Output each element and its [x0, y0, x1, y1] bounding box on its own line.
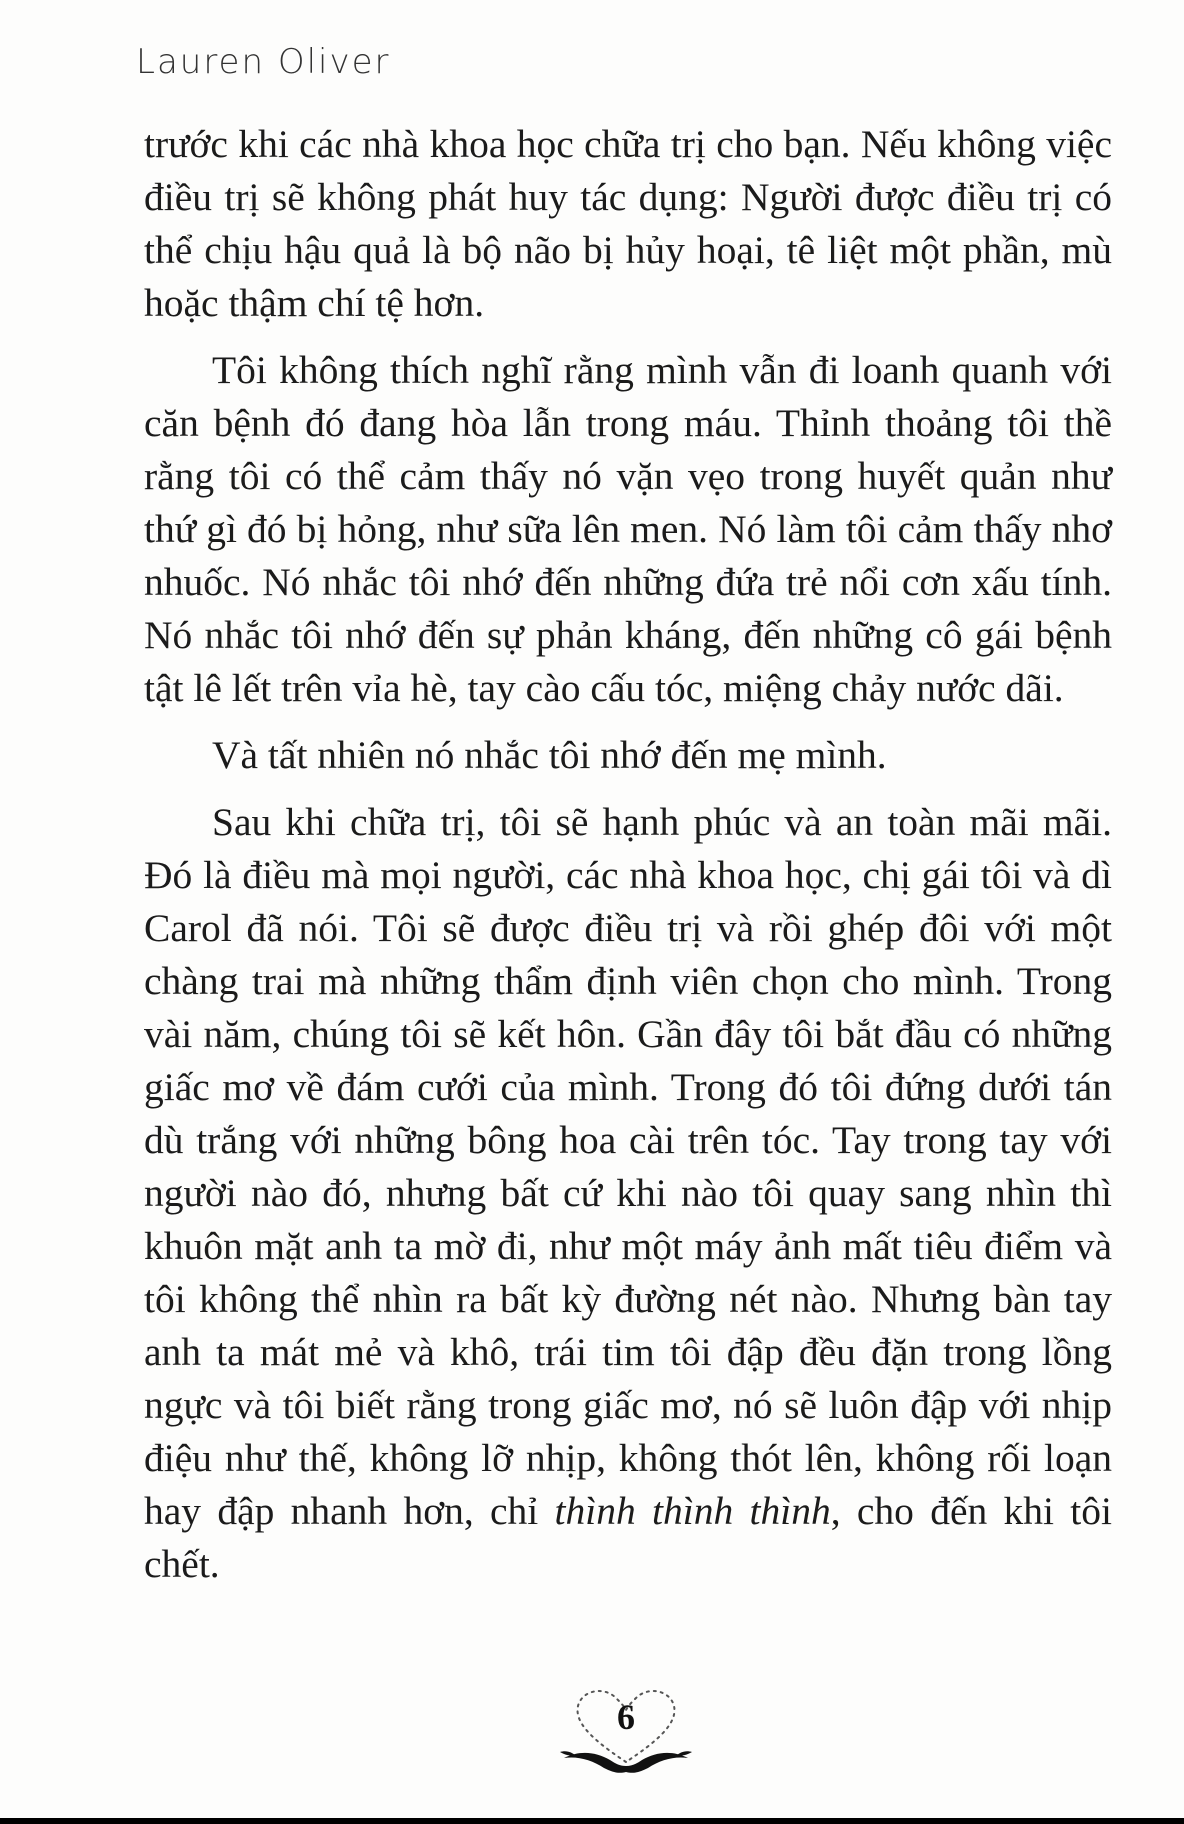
dream-ending: , cho đến khi tôi chết. — [144, 1489, 1112, 1586]
page-number: 6 — [617, 1697, 635, 1737]
dream-text: Sau khi chữa trị, tôi sẽ hạnh phúc và an toàn mãi mãi. Đó là điều mà mọi người, các nhà khoa học, chị gái tôi và dì Carol đã nói. Tôi sẽ được điều trị và rồi ghép đôi với một chàng trai mà những thẩm định viên chọn cho mình. Trong vài năm, chúng tôi sẽ kết hôn. Gần đây tôi bắt đầu có những giấc mơ về đám cưới của mình. Trong đó tôi đứng dưới tán dù trắng với những bông hoa cài trên tóc. Tay trong tay với người nào đó, nhưng bất cứ khi nào tôi quay sang nhìn thì khuôn mặt anh ta mờ đi, như một máy ảnh mất tiêu điểm và tôi không thể nhìn ra bất kỳ đường nét nào. Nhưng bàn tay anh ta mát mẻ và khô, trái tim tôi đập đều đặn trong lồng ngực và tôi biết rằng trong giấc mơ, nó sẽ luôn đập với nhịp điệu như thế, không lỡ nhịp, không thót lên, không rối loạn hay đập nhanh hơn, chỉ — [144, 800, 1112, 1533]
heartbeat-italic: thình thình thình — [554, 1489, 831, 1533]
paragraph-mother: Và tất nhiên nó nhắc tôi nhớ đến mẹ mình. — [212, 733, 887, 777]
page-bottom-edge — [0, 1818, 1184, 1824]
paragraph-dream — [144, 796, 1112, 1591]
page-number-ornament — [556, 1680, 696, 1780]
running-head-author: Lauren Oliver — [136, 42, 391, 82]
body-text — [144, 118, 1112, 1605]
paragraph-continuation: trước khi các nhà khoa học chữa trị cho bạn. Nếu không việc điều trị sẽ không phát huy tác dụng: Người được điều trị có thể chịu hậu quả là bộ não bị hủy hoại, tê liệt một phần, mù hoặc thậm chí tệ hơn. — [144, 122, 1112, 325]
paragraph-disease: Tôi không thích nghĩ rằng mình vẫn đi loanh quanh với căn bệnh đó đang hòa lẫn trong máu. Thỉnh thoảng tôi thề rằng tôi có thể cảm thấy nó vặn vẹo trong huyết quản như thứ gì đó bị hỏng, như sữa lên men. Nó làm tôi cảm thấy nhơ nhuốc. Nó nhắc tôi nhớ đến những đứa trẻ nổi cơn xấu tính. Nó nhắc tôi nhớ đến sự phản kháng, đến những cô gái bệnh tật lê lết trên vỉa hè, tay cào cấu tóc, miệng chảy nước dãi. — [144, 348, 1112, 710]
